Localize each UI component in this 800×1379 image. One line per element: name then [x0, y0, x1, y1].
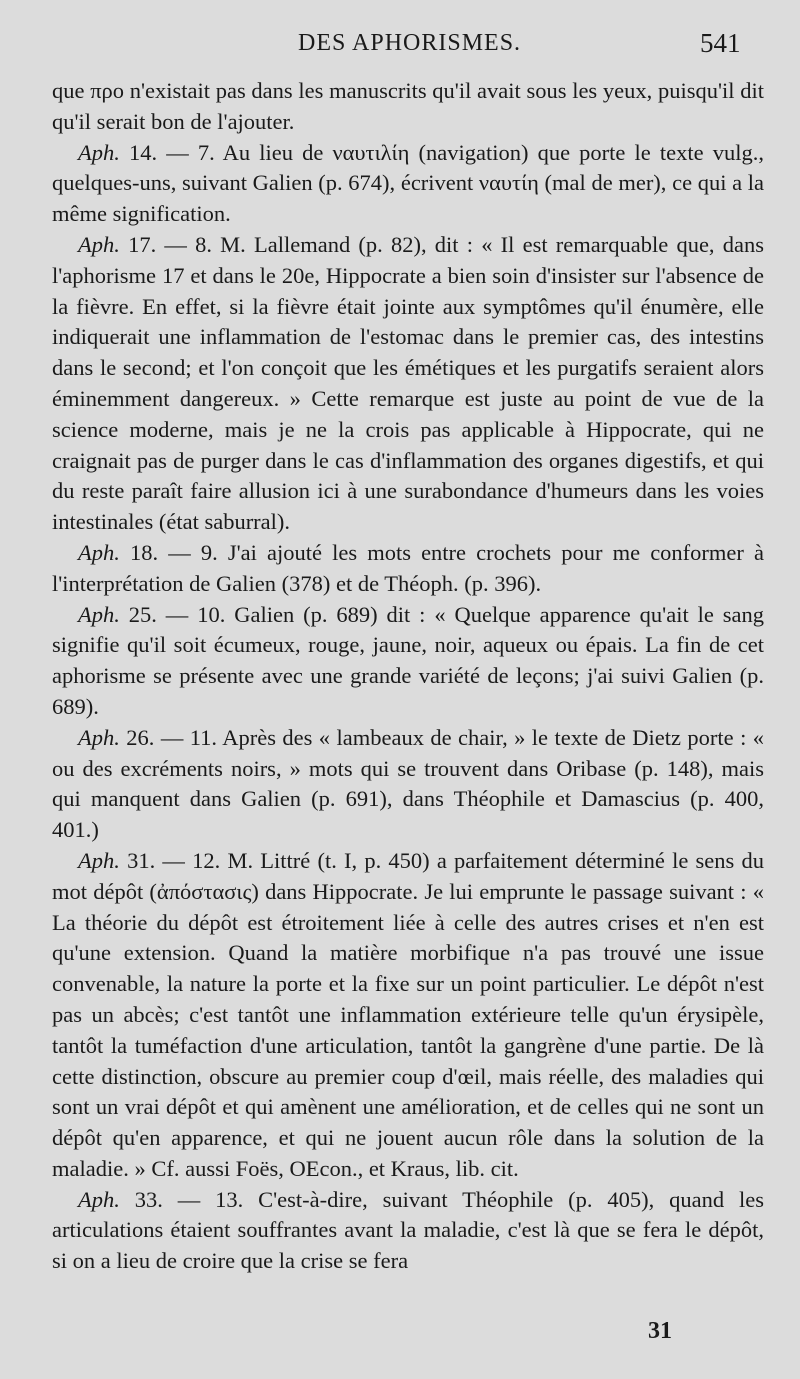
paragraph-text: 18. — 9. J'ai ajouté les mots entre crochets pour me conformer à l'interprétation de Galien (378) et de Théoph. (p. 396). [52, 539, 764, 596]
paragraph-text: que προ n'existait pas dans les manuscrits qu'il avait sous les yeux, puisqu'il dit qu'il serait bon de l'ajouter. [52, 78, 764, 134]
signature-mark: 31 [648, 1318, 672, 1344]
paragraph-aph-26 [52, 723, 764, 846]
aph-label: Aph. [78, 601, 120, 627]
paragraph-aph-14 [52, 138, 764, 230]
running-head [0, 30, 800, 70]
aph-label: Aph. [78, 231, 120, 257]
paragraph-text: 17. — 8. M. Lallemand (p. 82), dit : « Il est remarquable que, dans l'aphorisme 17 et dans le 20e, Hippocrate a bien soin d'insister sur l'absence de la fièvre. En effet, si la fièvre était jointe aux symptômes qu'il énumère, elle indiquerait une inflammation de l'estomac dans le premier cas, des intestins dans le second; et l'on conçoit que les émétiques et les purgatifs seraient alors éminemment dangereux. » Cette remarque est juste au point de vue de la science moderne, mais je ne la crois pas applicable à Hippocrate, qui ne craignait pas de purger dans le cas d'inflammation des organes digestifs, et qui du reste paraît faire allusion ici à une surabondance d'humeurs dans les voies intestinales (état saburral). [52, 231, 764, 535]
aph-label: Aph. [78, 1186, 120, 1212]
paragraph-continuation [52, 76, 764, 138]
paragraph-text: 33. — 13. C'est-à-dire, suivant Théophile (p. 405), quand les articulations étaient souffrantes avant la maladie, c'est là que se fera le dépôt, si on a lieu de croire que la crise se fera [52, 1186, 764, 1274]
paragraph-text: 14. — 7. Au lieu de ναυτιλίη (navigation) que porte le texte vulg., quelques-uns, suivant Galien (p. 674), écrivent ναυτίη (mal de mer), ce qui a la même signification. [52, 139, 764, 227]
paragraph-aph-17 [52, 230, 764, 538]
body-text [52, 76, 764, 1277]
paragraph-aph-18 [52, 538, 764, 600]
paragraph-text: 31. — 12. M. Littré (t. I, p. 450) a parfaitement déterminé le sens du mot dépôt (ἀπόστασις) dans Hippocrate. Je lui emprunte le passage suivant : « La théorie du dépôt est étroitement liée à celle des autres crises et n'en est qu'une extension. Quand la matière morbifique n'a pas trouvé une issue convenable, la nature la porte et la fixe sur un point particulier. Le dépôt n'est pas un abcès; c'est tantôt une inflammation extérieure telle qu'un érysipèle, tantôt la tuméfaction d'une articulation, tantôt la gangrène d'une partie. De là cette distinction, obscure au premier coup d'œil, mais réelle, des maladies qui sont un vrai dépôt et qui amènent une amélioration, et de celles qui ne sont un dépôt qu'en apparence, et qui ne jouent aucun rôle dans la solution de la maladie. » Cf. aussi Foës, OEcon., et Kraus, lib. cit. [52, 847, 764, 1181]
aph-label: Aph. [78, 139, 120, 165]
aph-label: Aph. [78, 847, 120, 873]
paragraph-aph-33 [52, 1185, 764, 1277]
page-number: 541 [700, 28, 741, 58]
aph-label: Aph. [78, 724, 120, 750]
running-title: DES APHORISMES. [298, 30, 522, 56]
paragraph-aph-31 [52, 846, 764, 1185]
paragraph-text: 26. — 11. Après des « lambeaux de chair, » le texte de Dietz porte : « ou des excréments noirs, » mots qui se trouvent dans Oribase (p. 148), mais qui manquent dans Galien (p. 691), dans Théophile et Damascius (p. 400, 401.) [52, 724, 764, 843]
paragraph-aph-25 [52, 600, 764, 723]
paragraph-text: 25. — 10. Galien (p. 689) dit : « Quelque apparence qu'ait le sang signifie qu'il soit écumeux, rouge, jaune, noir, aqueux ou épais. La fin de cet aphorisme se présente avec une grande variété de leçons; j'ai suivi Galien (p. 689). [52, 601, 764, 719]
aph-label: Aph. [78, 539, 120, 565]
